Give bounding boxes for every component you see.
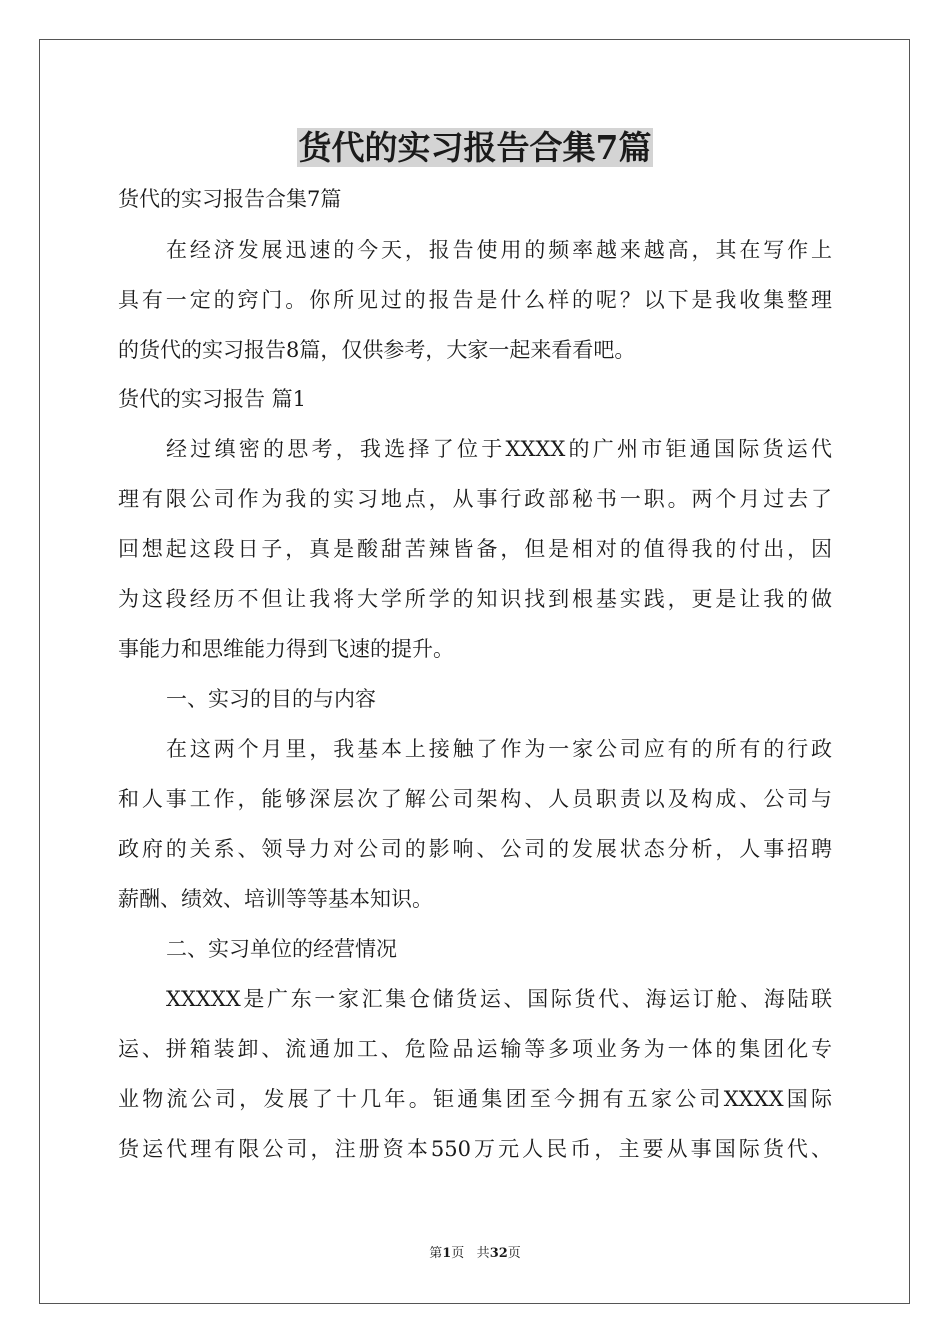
document-title xyxy=(0,125,950,171)
text-line-p1-1: 经过缜密的思考，我选择了位于XXXX的广州市钜通国际货运代 xyxy=(166,437,832,461)
total-label-suffix: 页 xyxy=(507,1246,521,1261)
text-line-p3-2: 运、拼箱装卸、流通加工、危险品运输等多项业务为一体的集团化专 xyxy=(118,1037,832,1061)
text-line-p2-4: 薪酬、绩效、培训等等基本知识。 xyxy=(118,887,433,911)
document-title-text: 货代的实习报告合集7篇 xyxy=(298,128,652,167)
text-line-subtitle: 货代的实习报告合集7篇 xyxy=(118,187,342,211)
text-line-p2-2: 和人事工作，能够深层次了解公司架构、人员职责以及构成、公司与 xyxy=(118,787,832,811)
subheading-operations: 二、实习单位的经营情况 xyxy=(166,937,397,961)
text-line-p1-3: 回想起这段日子，真是酸甜苦辣皆备，但是相对的值得我的付出，因 xyxy=(118,537,832,561)
page-label-prefix: 第 xyxy=(429,1246,443,1261)
text-line-p2-3: 政府的关系、领导力对公司的影响、公司的发展状态分析，人事招聘 xyxy=(118,837,832,861)
page-footer xyxy=(0,1245,950,1263)
text-line-p3-3: 业物流公司，发展了十几年。钜通集团至今拥有五家公司XXXX国际 xyxy=(118,1087,832,1111)
text-line-p3-4: 货运代理有限公司，注册资本550万元人民币，主要从事国际货代、 xyxy=(118,1137,832,1161)
total-label-prefix: 共 xyxy=(476,1246,490,1261)
text-line-p1-5: 事能力和思维能力得到飞速的提升。 xyxy=(118,637,454,661)
text-line-intro-1: 在经济发展迅速的今天，报告使用的频率越来越高，其在写作上 xyxy=(166,238,832,262)
text-line-intro-3: 的货代的实习报告8篇，仅供参考，大家一起来看看吧。 xyxy=(118,338,636,362)
page-border xyxy=(39,39,910,1304)
text-line-p1-4: 为这段经历不但让我将大学所学的知识找到根基实践，更是让我的做 xyxy=(118,587,832,611)
text-line-intro-2: 具有一定的窍门。你所见过的报告是什么样的呢？以下是我收集整理 xyxy=(118,288,832,312)
text-line-p1-2: 理有限公司作为我的实习地点，从事行政部秘书一职。两个月过去了 xyxy=(118,487,832,511)
subheading-purpose: 一、实习的目的与内容 xyxy=(166,687,376,711)
current-page-number: 1 xyxy=(442,1246,452,1261)
section-heading-part1: 货代的实习报告 篇1 xyxy=(118,387,307,411)
page-label-suffix: 页 xyxy=(451,1246,465,1261)
text-line-p3-1: XXXXX是广东一家汇集仓储货运、国际货代、海运订舱、海陆联 xyxy=(166,987,832,1011)
text-line-p2-1: 在这两个月里，我基本上接触了作为一家公司应有的所有的行政 xyxy=(166,737,832,761)
total-pages-number: 32 xyxy=(489,1246,508,1261)
